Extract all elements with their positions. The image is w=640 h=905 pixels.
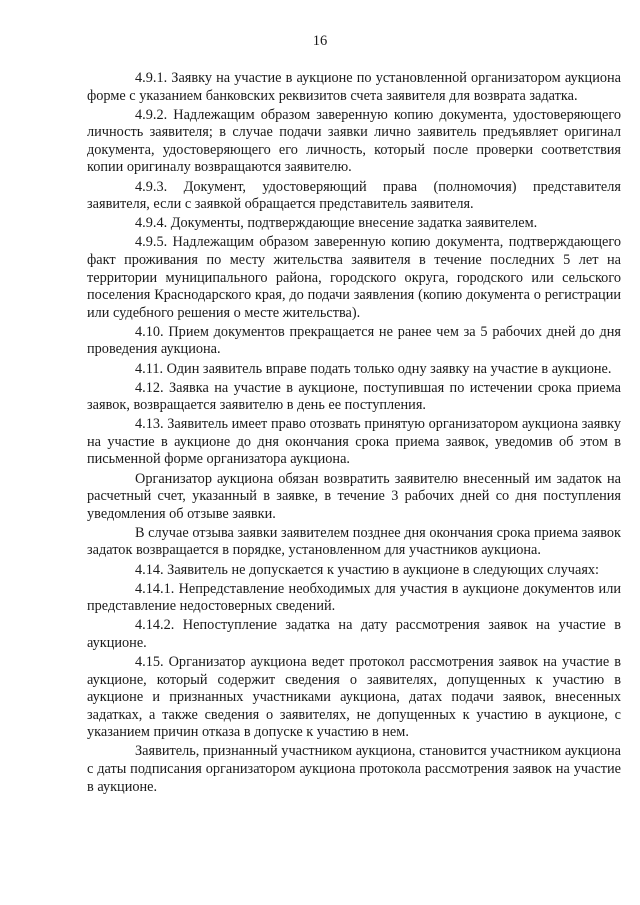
paragraph-participant-status: Заявитель, признанный участником аукциона, становится участником аукциона с даты подписания организатором аукциона протокола рассмотрения заявок на участие в аукционе. [87,743,621,795]
paragraph-4-11: 4.11. Один заявитель вправе подать только одну заявку на участие в аукционе. [135,360,612,377]
paragraph-4-9-3: 4.9.3. Документ, удостоверяющий права (полномочия) представителя заявителя, если с заявкой обращается представитель заявителя. [87,178,621,213]
paragraph-4-14: 4.14. Заявитель не допускается к участию в аукционе в следующих случаях: [135,561,600,578]
paragraph-4-14-2: 4.14.2. Непоступление задатка на дату рассмотрения заявок на участие в аукционе. [87,617,621,651]
paragraph-4-13: 4.13. Заявитель имеет право отозвать принятую организатором аукциона заявку на участие в аукционе до дня окончания срока приема заявок, уведомив об этом в письменной форме организатора аукциона. [87,416,621,468]
paragraph-4-12: 4.12. Заявка на участие в аукционе, поступившая по истечении срока приема заявок, возвращается заявителю в день ее поступления. [87,379,621,414]
paragraph-4-15: 4.15. Организатор аукциона ведет протокол рассмотрения заявок на участие в аукционе, который содержит сведения о заявителях, допущенных к участию в аукционе и признанных участниками аукциона, датах подачи заявок, внесенных задатках, а также сведения о заявителях, не допущенных к участию в аукционе, с указанием причин отказа в допуске к участию в нем. [87,654,621,741]
paragraph-4-9-2: 4.9.2. Надлежащим образом заверенную копию документа, удостоверяющего личность заявителя; в случае подачи заявки лично заявитель предъявляет оригинал документа, удостоверяющего его личность, который после проверки соответствия копии оригиналу возвращаются заявителю. [87,106,621,176]
page-number: 16 [312,33,328,49]
paragraph-4-9-1: 4.9.1. Заявку на участие в аукционе по установленной организатором аукциона форме с указанием банковских реквизитов счета заявителя для возврата задатка. [87,70,621,104]
paragraph-4-9-5: 4.9.5. Надлежащим образом заверенную копию документа, подтверждающего факт проживания по месту жительства заявителя в течение последних 5 лет на территории муниципального района, городского округа, городского или сельского поселения Краснодарского края, до подачи заявления (копию документа о регистрации или судебного решения о месте жительства). [87,234,621,321]
paragraph-late-withdrawal: В случае отзыва заявки заявителем позднее дня окончания срока приема заявок задаток возвращается в порядке, установленном для участников аукциона. [87,524,621,559]
document-body [87,70,621,796]
paragraph-4-9-4: 4.9.4. Документы, подтверждающие внесение задатка заявителем. [135,215,538,232]
paragraph-4-14-1: 4.14.1. Непредставление необходимых для участия в аукционе документов или представление недостоверных сведений. [87,580,621,615]
paragraph-4-10: 4.10. Прием документов прекращается не ранее чем за 5 рабочих дней до дня проведения аукциона. [87,323,621,358]
paragraph-organizer-obligation: Организатор аукциона обязан возвратить заявителю внесенный им задаток на расчетный счет, указанный в заявке, в течение 3 рабочих дней со дня поступления уведомления об отзыве заявки. [87,470,621,522]
